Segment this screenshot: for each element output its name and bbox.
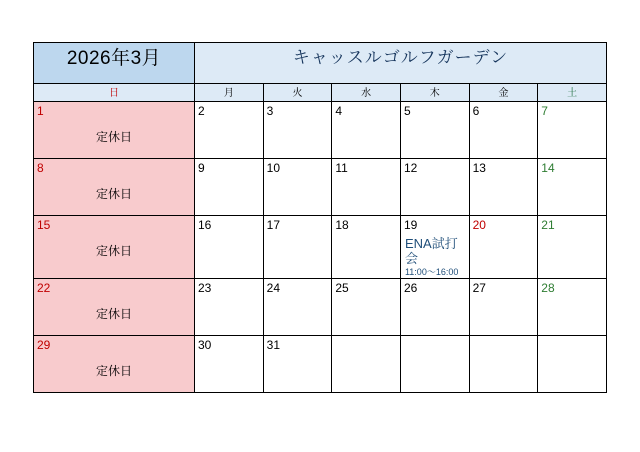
closed-label: 定休日 xyxy=(95,244,132,258)
closed-label: 定休日 xyxy=(95,187,132,201)
day-cell xyxy=(332,216,401,279)
calendar-week-row xyxy=(34,336,607,393)
day-cell xyxy=(332,279,401,336)
day-number: 30 xyxy=(198,338,212,352)
calendar-week-row xyxy=(34,102,607,159)
event-entry xyxy=(401,232,469,278)
day-number: 11 xyxy=(335,161,348,175)
event-time: 11:00〜16:00 xyxy=(404,267,459,277)
day-cell xyxy=(538,279,607,336)
day-cell xyxy=(195,102,264,159)
day-cell xyxy=(469,216,538,279)
calendar-week-row xyxy=(34,279,607,336)
day-cell xyxy=(469,102,538,159)
day-number: 12 xyxy=(403,161,418,175)
weekday-header-row xyxy=(34,84,607,102)
day-cell xyxy=(195,279,264,336)
day-cell-event xyxy=(400,216,469,279)
day-cell xyxy=(195,159,264,216)
day-number: 9 xyxy=(198,161,205,175)
closed-label: 定休日 xyxy=(95,130,132,144)
day-cell xyxy=(469,159,538,216)
day-cell xyxy=(332,102,401,159)
day-number: 23 xyxy=(198,281,212,295)
day-cell xyxy=(263,216,332,279)
day-cell xyxy=(195,216,264,279)
month-title: 2026年3月 xyxy=(34,43,195,84)
weekday-thu: 木 xyxy=(400,84,469,102)
day-cell xyxy=(332,159,401,216)
day-cell xyxy=(538,102,607,159)
day-number: 29 xyxy=(37,338,51,352)
closed-label: 定休日 xyxy=(95,307,132,321)
day-number: 1 xyxy=(37,104,44,118)
day-number xyxy=(538,336,606,338)
day-number: 17 xyxy=(266,218,281,232)
day-number: 31 xyxy=(266,338,281,352)
day-cell xyxy=(538,159,607,216)
day-number: 21 xyxy=(541,218,555,232)
day-cell xyxy=(34,216,195,279)
day-number: 10 xyxy=(266,161,281,175)
day-cell-empty xyxy=(538,336,607,393)
day-number: 24 xyxy=(266,281,281,295)
day-number: 28 xyxy=(541,281,555,295)
day-cell-empty xyxy=(400,336,469,393)
closed-label: 定休日 xyxy=(95,364,132,378)
day-cell xyxy=(400,159,469,216)
day-cell-empty xyxy=(469,336,538,393)
day-number: 18 xyxy=(335,218,349,232)
weekday-fri: 金 xyxy=(469,84,538,102)
day-number: 6 xyxy=(472,104,480,118)
monthly-calendar xyxy=(33,42,607,393)
day-cell xyxy=(34,279,195,336)
day-number: 14 xyxy=(541,161,555,175)
day-number xyxy=(470,336,538,338)
day-cell-empty xyxy=(332,336,401,393)
calendar-week-row xyxy=(34,216,607,279)
weekday-tue: 火 xyxy=(263,84,332,102)
day-number: 15 xyxy=(37,218,51,232)
facility-name: キャッスルゴルフガーデン xyxy=(195,43,607,84)
day-cell xyxy=(195,336,264,393)
day-cell xyxy=(34,102,195,159)
day-cell xyxy=(469,279,538,336)
day-number: 8 xyxy=(37,161,44,175)
day-number: 13 xyxy=(472,161,486,175)
day-number: 7 xyxy=(541,104,548,118)
weekday-mon: 月 xyxy=(195,84,264,102)
day-cell xyxy=(263,159,332,216)
weekday-sat: 土 xyxy=(538,84,607,102)
day-number: 25 xyxy=(335,281,349,295)
day-number: 3 xyxy=(266,104,274,118)
event-title: ENA試打会 xyxy=(404,236,458,266)
day-number: 4 xyxy=(335,104,342,118)
day-cell xyxy=(538,216,607,279)
day-number xyxy=(332,336,400,338)
day-cell xyxy=(400,102,469,159)
day-cell xyxy=(34,159,195,216)
calendar-week-row xyxy=(34,159,607,216)
weekday-sun: 日 xyxy=(34,84,195,102)
day-cell xyxy=(400,279,469,336)
day-cell xyxy=(263,102,332,159)
day-number: 27 xyxy=(472,281,486,295)
day-number: 20 xyxy=(472,218,486,232)
day-number: 2 xyxy=(198,104,205,118)
day-number: 5 xyxy=(403,104,411,118)
day-number: 22 xyxy=(37,281,51,295)
day-number xyxy=(401,336,469,338)
calendar-header-row xyxy=(34,43,607,84)
day-number: 26 xyxy=(403,281,418,295)
day-cell xyxy=(263,279,332,336)
day-cell xyxy=(34,336,195,393)
day-number: 19 xyxy=(403,218,418,232)
day-cell xyxy=(263,336,332,393)
weekday-wed: 水 xyxy=(332,84,401,102)
day-number: 16 xyxy=(198,218,212,232)
